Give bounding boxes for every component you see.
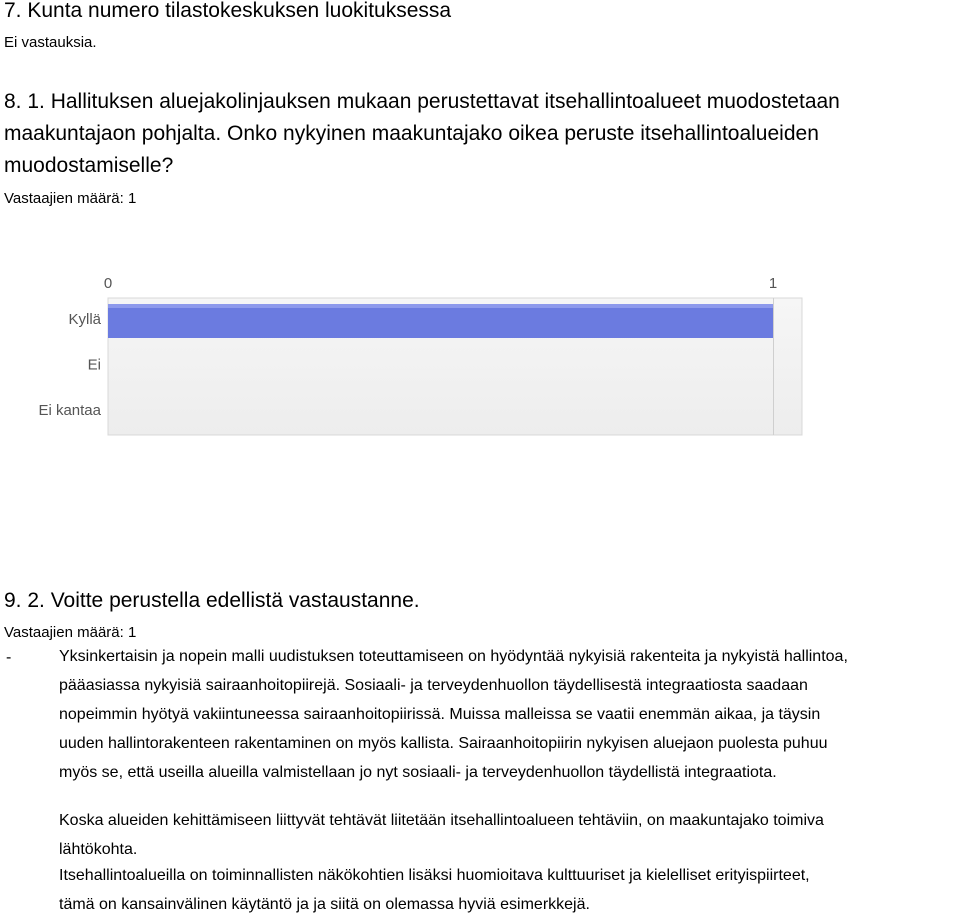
bar-highlight bbox=[108, 304, 773, 308]
question-8-respondents: Vastaajien määrä: 1 bbox=[4, 190, 137, 207]
answer-paragraph-1 bbox=[59, 642, 949, 787]
x-tick-label: 0 bbox=[103, 275, 113, 292]
question-8-title-line3: muodostamiselle? bbox=[4, 154, 174, 177]
category-label: Ei kantaa bbox=[38, 402, 101, 420]
answer-line: nopeimmin hyötyä vakiintuneessa sairaanhoitopiirissä. Muissa malleissa se vaatii enemmän aikaa, ja täysin bbox=[59, 706, 821, 723]
answer-dash: - bbox=[6, 649, 12, 666]
answer-line: lähtökohta. bbox=[59, 841, 138, 858]
question-7-title: 7. Kunta numero tilastokeskuksen luokituksessa bbox=[4, 0, 452, 22]
question-9-title: 9. 2. Voitte perustella edellistä vastaustanne. bbox=[4, 589, 420, 612]
category-label: Kyllä bbox=[68, 310, 101, 328]
answer-line: tämä on kansainvälinen käytäntö ja ja siitä on olemassa hyviä esimerkkejä. bbox=[59, 896, 590, 913]
answer-paragraph-3 bbox=[59, 861, 949, 919]
question-7-no-answers: Ei vastauksia. bbox=[4, 34, 97, 51]
answer-line: myös se, että useilla alueilla valmistellaan jo nyt sosiaali- ja terveydenhuollon täydellistä integraatiota. bbox=[59, 764, 777, 781]
answer-line: Koska alueiden kehittämiseen liittyvät tehtävät liitetään itsehallintoalueen tehtäviin, on maakuntajako toimiva bbox=[59, 812, 824, 829]
answer-paragraph-2 bbox=[59, 806, 949, 864]
category-label: Ei bbox=[87, 356, 101, 374]
answer-line: pääasiassa nykyisiä sairaanhoitopiirejä. Sosiaali- ja terveydenhuollon täydellisestä integraatiosta saadaan bbox=[59, 677, 808, 694]
x-tick-label: 1 bbox=[768, 275, 778, 292]
question-9-respondents: Vastaajien määrä: 1 bbox=[4, 624, 137, 641]
answers-bar-chart bbox=[0, 262, 960, 452]
question-8-title-line1: 8. 1. Hallituksen aluejakolinjauksen mukaan perustettavat itsehallintoalueet muodostetaan bbox=[4, 90, 840, 113]
answer-line: Itsehallintoalueilla on toiminnallisten näkökohtien lisäksi huomioitava kulttuuriset ja kielelliset erityispiirteet, bbox=[59, 867, 810, 884]
answer-line: Yksinkertaisin ja nopein malli uudistuksen toteuttamiseen on hyödyntää nykyisiä rakenteita ja nykyistä hallintoa, bbox=[59, 648, 848, 665]
bar-kyllä bbox=[108, 304, 773, 338]
question-8-title-line2: maakuntajaon pohjalta. Onko nykyinen maakuntajako oikea peruste itsehallintoalueiden bbox=[4, 122, 819, 145]
answer-line: uuden hallintorakenteen rakentaminen on myös kallista. Sairaanhoitopiirin nykyisen aluejaon puolesta puhuu bbox=[59, 735, 828, 752]
